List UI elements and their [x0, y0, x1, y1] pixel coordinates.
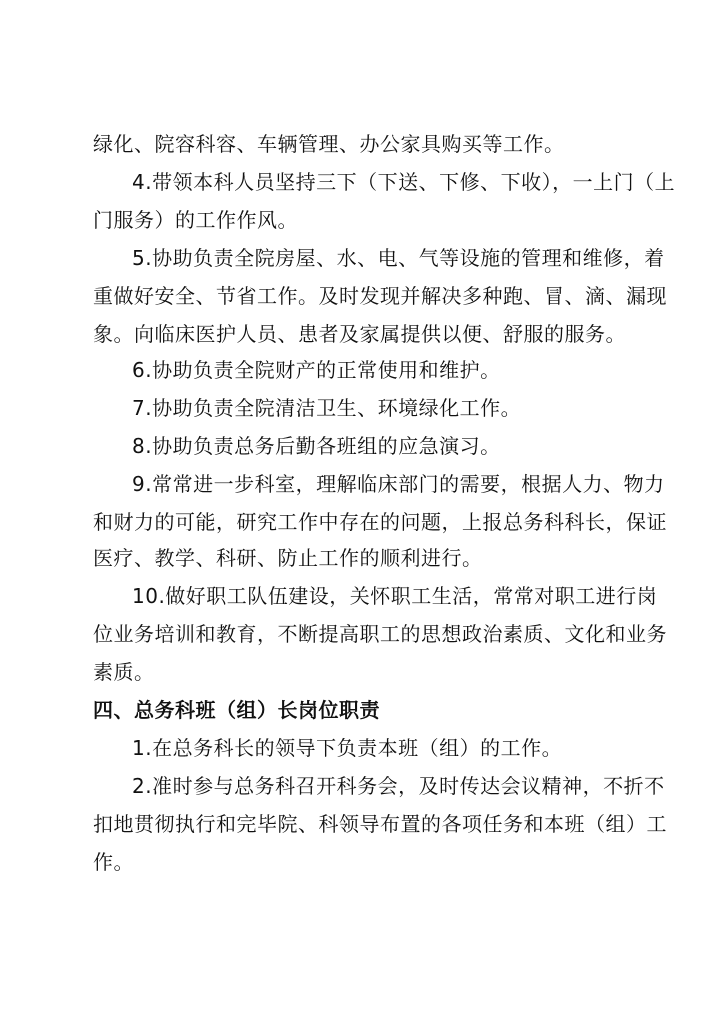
section-heading: 四、总务科班（组）长岗位职责 [93, 698, 380, 722]
text-line: 位业务培训和教育，不断提高职工的思想政治素质、文化和业务 [93, 622, 667, 646]
list-item-2: 2.准时参与总务科召开科务会，及时传达会议精神，不折不 [132, 774, 665, 798]
list-item-4: 4.带领本科人员坚持三下（下送、下修、下收），一上门（上 [132, 170, 676, 194]
list-item-9: 9.常常进一步科室，理解临床部门的需要，根据人力、物力 [132, 472, 665, 496]
list-item-7: 7.协助负责全院清洁卫生、环境绿化工作。 [132, 396, 522, 420]
text-line: 重做好安全、节省工作。及时发现并解决多种跑、冒、滴、漏现 [93, 284, 667, 308]
text-line: 作。 [93, 850, 134, 874]
text-line: 绿化、院容科容、车辆管理、办公家具购买等工作。 [93, 132, 565, 156]
text-line: 医疗、教学、科研、防止工作的顺利进行。 [93, 546, 483, 570]
list-item-1: 1.在总务科长的领导下负责本班（组）的工作。 [132, 736, 563, 760]
text-line: 和财力的可能，研究工作中存在的问题，上报总务科科长，保证 [93, 510, 667, 534]
list-item-8: 8.协助负责总务后勤各班组的应急演习。 [132, 434, 501, 458]
list-item-5: 5.协助负责全院房屋、水、电、气等设施的管理和维修，着 [132, 246, 665, 270]
text-line: 门服务）的工作作风。 [93, 208, 298, 232]
list-item-10: 10.做好职工队伍建设，关怀职工生活，常常对职工进行岗 [132, 584, 658, 608]
text-line: 素质。 [93, 660, 155, 684]
text-line: 扣地贯彻执行和完毕院、科领导布置的各项任务和本班（组）工 [93, 812, 667, 836]
list-item-6: 6.协助负责全院财产的正常使用和维护。 [132, 358, 501, 382]
text-line: 象。向临床医护人员、患者及家属提供以便、舒服的服务。 [93, 322, 626, 346]
